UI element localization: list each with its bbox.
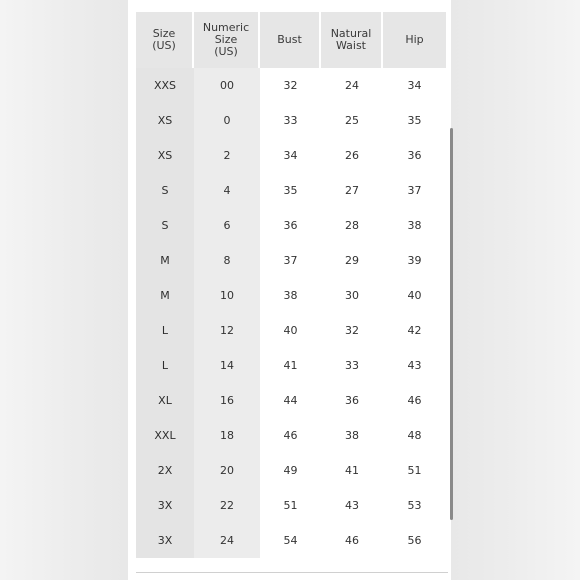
- hip-cell: 38: [383, 208, 446, 243]
- size-chart-table: [136, 12, 446, 560]
- numeric-size-cell: 0: [194, 103, 260, 138]
- numeric-size-cell: 00: [194, 68, 260, 103]
- bust-cell: 38: [260, 278, 321, 313]
- bust-cell: 46: [260, 418, 321, 453]
- background-left: [0, 0, 128, 580]
- hip-cell: 43: [383, 348, 446, 383]
- header-numeric-size: Numeric Size (US): [194, 12, 260, 68]
- numeric-size-cell: 10: [194, 278, 260, 313]
- bust-cell: 54: [260, 523, 321, 558]
- size-cell: M: [136, 278, 194, 313]
- size-cell: XXS: [136, 68, 194, 103]
- size-cell: XL: [136, 383, 194, 418]
- hip-cell: 56: [383, 523, 446, 558]
- hip-cell: 39: [383, 243, 446, 278]
- bust-cell: 44: [260, 383, 321, 418]
- natural-waist-cell: 28: [321, 208, 383, 243]
- natural-waist-cell: 25: [321, 103, 383, 138]
- size-cell: S: [136, 173, 194, 208]
- hip-cell: 40: [383, 278, 446, 313]
- natural-waist-cell: 33: [321, 348, 383, 383]
- hip-cell: 51: [383, 453, 446, 488]
- natural-waist-cell: 41: [321, 453, 383, 488]
- size-cell: S: [136, 208, 194, 243]
- natural-waist-cell: 29: [321, 243, 383, 278]
- size-cell: XS: [136, 103, 194, 138]
- scrollbar[interactable]: [450, 128, 453, 520]
- size-cell: 3X: [136, 488, 194, 523]
- hip-cell: 46: [383, 383, 446, 418]
- size-cell: 2X: [136, 453, 194, 488]
- size-cell: 3X: [136, 523, 194, 558]
- numeric-size-cell: 6: [194, 208, 260, 243]
- natural-waist-cell: 46: [321, 523, 383, 558]
- hip-cell: 42: [383, 313, 446, 348]
- size-cell: XS: [136, 138, 194, 173]
- bust-cell: 41: [260, 348, 321, 383]
- natural-waist-cell: 32: [321, 313, 383, 348]
- header-size: Size (US): [136, 12, 194, 68]
- bust-cell: 51: [260, 488, 321, 523]
- hip-cell: 37: [383, 173, 446, 208]
- numeric-size-cell: 12: [194, 313, 260, 348]
- bust-cell: 32: [260, 68, 321, 103]
- natural-waist-cell: 26: [321, 138, 383, 173]
- bust-cell: 35: [260, 173, 321, 208]
- bust-cell: 36: [260, 208, 321, 243]
- numeric-size-cell: 18: [194, 418, 260, 453]
- natural-waist-cell: 30: [321, 278, 383, 313]
- numeric-size-cell: 24: [194, 523, 260, 558]
- numeric-size-cell: 2: [194, 138, 260, 173]
- numeric-size-cell: 14: [194, 348, 260, 383]
- bust-cell: 49: [260, 453, 321, 488]
- background-right: [450, 0, 580, 580]
- numeric-size-cell: 16: [194, 383, 260, 418]
- size-cell: M: [136, 243, 194, 278]
- hip-cell: 34: [383, 68, 446, 103]
- natural-waist-cell: 36: [321, 383, 383, 418]
- hip-cell: 53: [383, 488, 446, 523]
- bust-cell: 33: [260, 103, 321, 138]
- size-cell: L: [136, 348, 194, 383]
- header-bust: Bust: [260, 12, 321, 68]
- numeric-size-cell: 22: [194, 488, 260, 523]
- numeric-size-cell: 20: [194, 453, 260, 488]
- natural-waist-cell: 24: [321, 68, 383, 103]
- bust-cell: 40: [260, 313, 321, 348]
- bust-cell: 37: [260, 243, 321, 278]
- hip-cell: 35: [383, 103, 446, 138]
- hip-cell: 48: [383, 418, 446, 453]
- natural-waist-cell: 38: [321, 418, 383, 453]
- divider: [136, 572, 448, 573]
- bust-cell: 34: [260, 138, 321, 173]
- numeric-size-cell: 4: [194, 173, 260, 208]
- natural-waist-cell: 27: [321, 173, 383, 208]
- numeric-size-cell: 8: [194, 243, 260, 278]
- hip-cell: 36: [383, 138, 446, 173]
- header-natural-waist: Natural Waist: [321, 12, 383, 68]
- natural-waist-cell: 43: [321, 488, 383, 523]
- size-cell: L: [136, 313, 194, 348]
- size-cell: XXL: [136, 418, 194, 453]
- header-hip: Hip: [383, 12, 446, 68]
